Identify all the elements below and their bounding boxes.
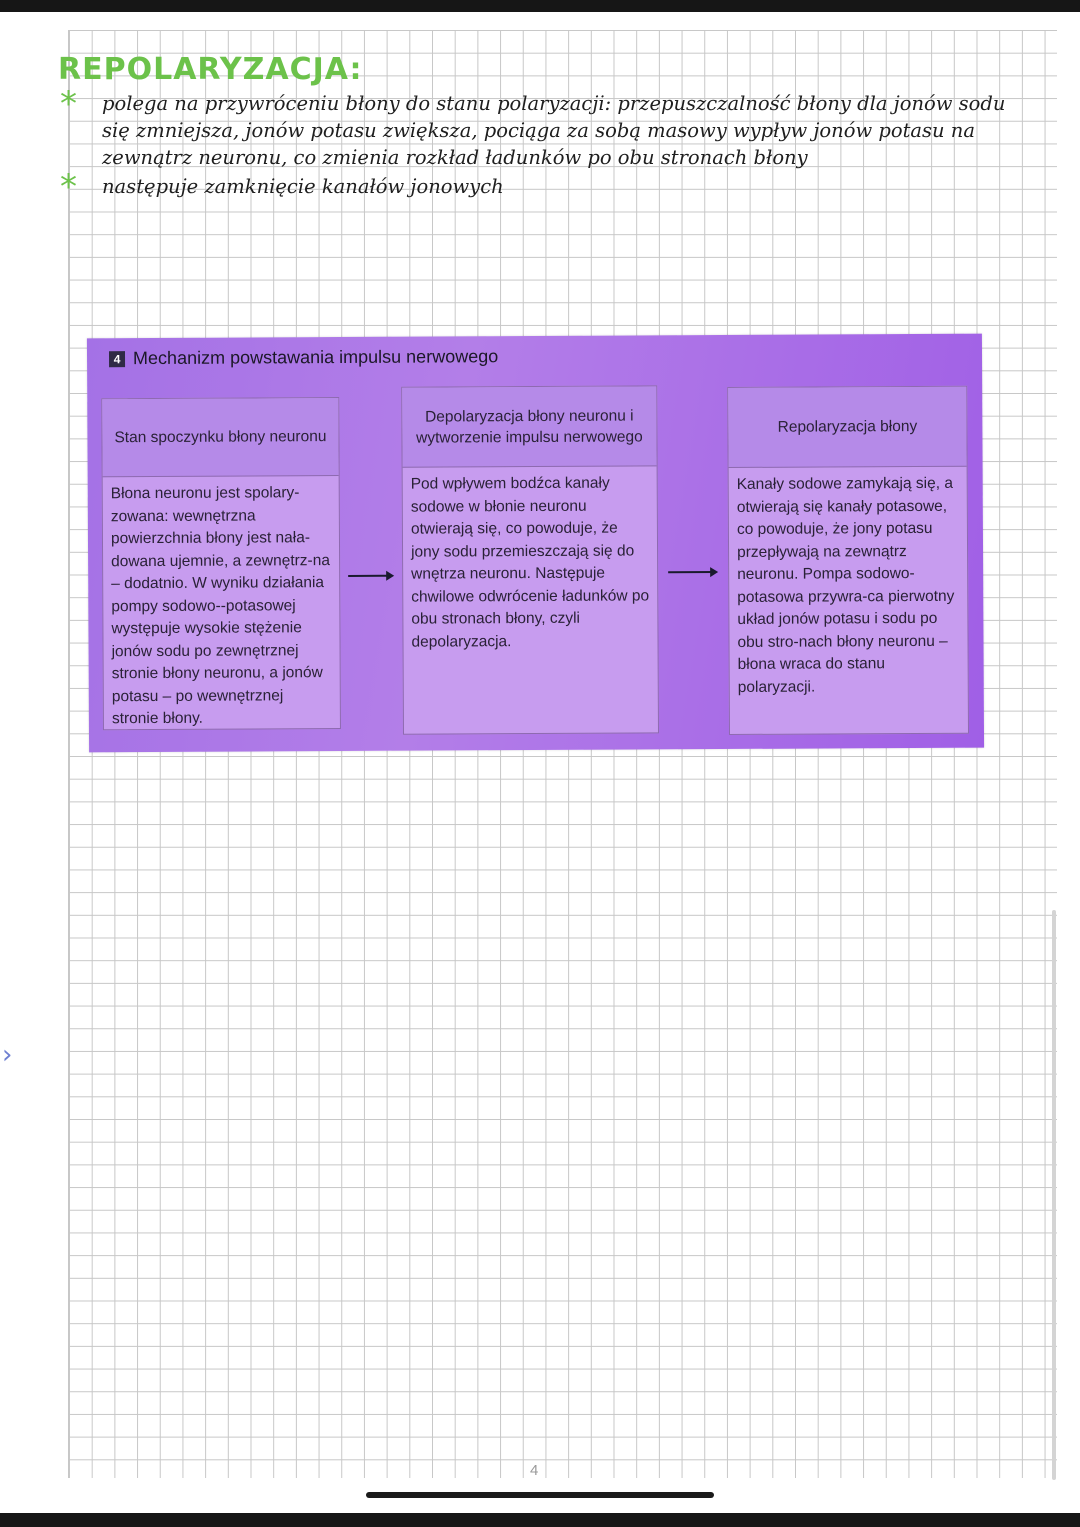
- depolarization-box: [401, 385, 659, 734]
- figure-number: 4: [109, 351, 125, 367]
- textbook-figure: [87, 334, 984, 753]
- box-heading: Stan spoczynku błony neuronu: [102, 398, 338, 477]
- box-body: Kanały sodowe zamykają się, a otwierają się kanały potasowe, co powoduje, że jony potasu przepływają na zewnątrz neuronu. Pompa sodowo-potasowa przywra-ca pierwotny układ jonów potasu i sodu po obu stro-nach błony neuronu – błona wraca do stanu polaryzacji.: [736, 474, 955, 696]
- arrow-right-icon: [668, 571, 716, 573]
- note-bullet-text: następuje zamknięcie kanałów jonowych: [102, 175, 504, 198]
- note-bullet: [58, 167, 1018, 207]
- box-body: Pod wpływem bodźca kanały sodowe w błonie neuronu otwierają się, co powoduje, że jony sodu przemieszczają się do wnętrza neuronu. Następuje chwilowe odwrócenie ładunków po obu stronach błony, czyli depolaryzacja.: [410, 474, 650, 651]
- box-body: Błona neuronu jest spolary-zowana: wewnętrzna powierzchnia błony jest nała-dowana ujemnie, a zewnętrz-na – dodatnio. W wyniku działania pompy sodowo--potasowej występuje wysokie stężenie jonów sodu po zewnętrznej stronie błony neuronu, a jonów potasu – po wewnętrznej stronie błony.: [110, 484, 330, 728]
- box-heading: Repolaryzacja błony: [728, 387, 966, 468]
- page-number: 4: [530, 1462, 539, 1479]
- notes-title: REPOLARYZACJA:: [58, 52, 363, 87]
- star-bullet-icon: *: [60, 84, 77, 124]
- resting-state-box: [101, 397, 341, 730]
- scrollbar[interactable]: [1052, 910, 1056, 1480]
- star-bullet-icon: *: [60, 167, 77, 207]
- handwritten-notes: [58, 50, 1018, 207]
- chevron-right-icon[interactable]: ›: [2, 1040, 13, 1070]
- box-heading: Depolaryzacja błony neuronu i wytworzenie impulsu nerwowego: [402, 386, 656, 467]
- figure-title: Mechanizm powstawania impulsu nerwowego: [132, 346, 499, 369]
- home-indicator[interactable]: [366, 1492, 714, 1498]
- note-bullet-text: polega na przywróceniu błony do stanu polaryzacji: przepuszczalność błony dla jonów sodu się zmniejsza, jonów potasu zwiększa, pociąga za sobą masowy wypływ jonów potasu na zewnątrz neuronu, co zmienia rozkład ładunków po obu stronach błony: [102, 92, 1006, 169]
- grid-paper: [68, 30, 1057, 1478]
- note-bullet: [58, 84, 1018, 171]
- arrow-right-icon: [348, 575, 392, 577]
- figure-header: [109, 346, 498, 369]
- repolarization-box: [727, 386, 969, 735]
